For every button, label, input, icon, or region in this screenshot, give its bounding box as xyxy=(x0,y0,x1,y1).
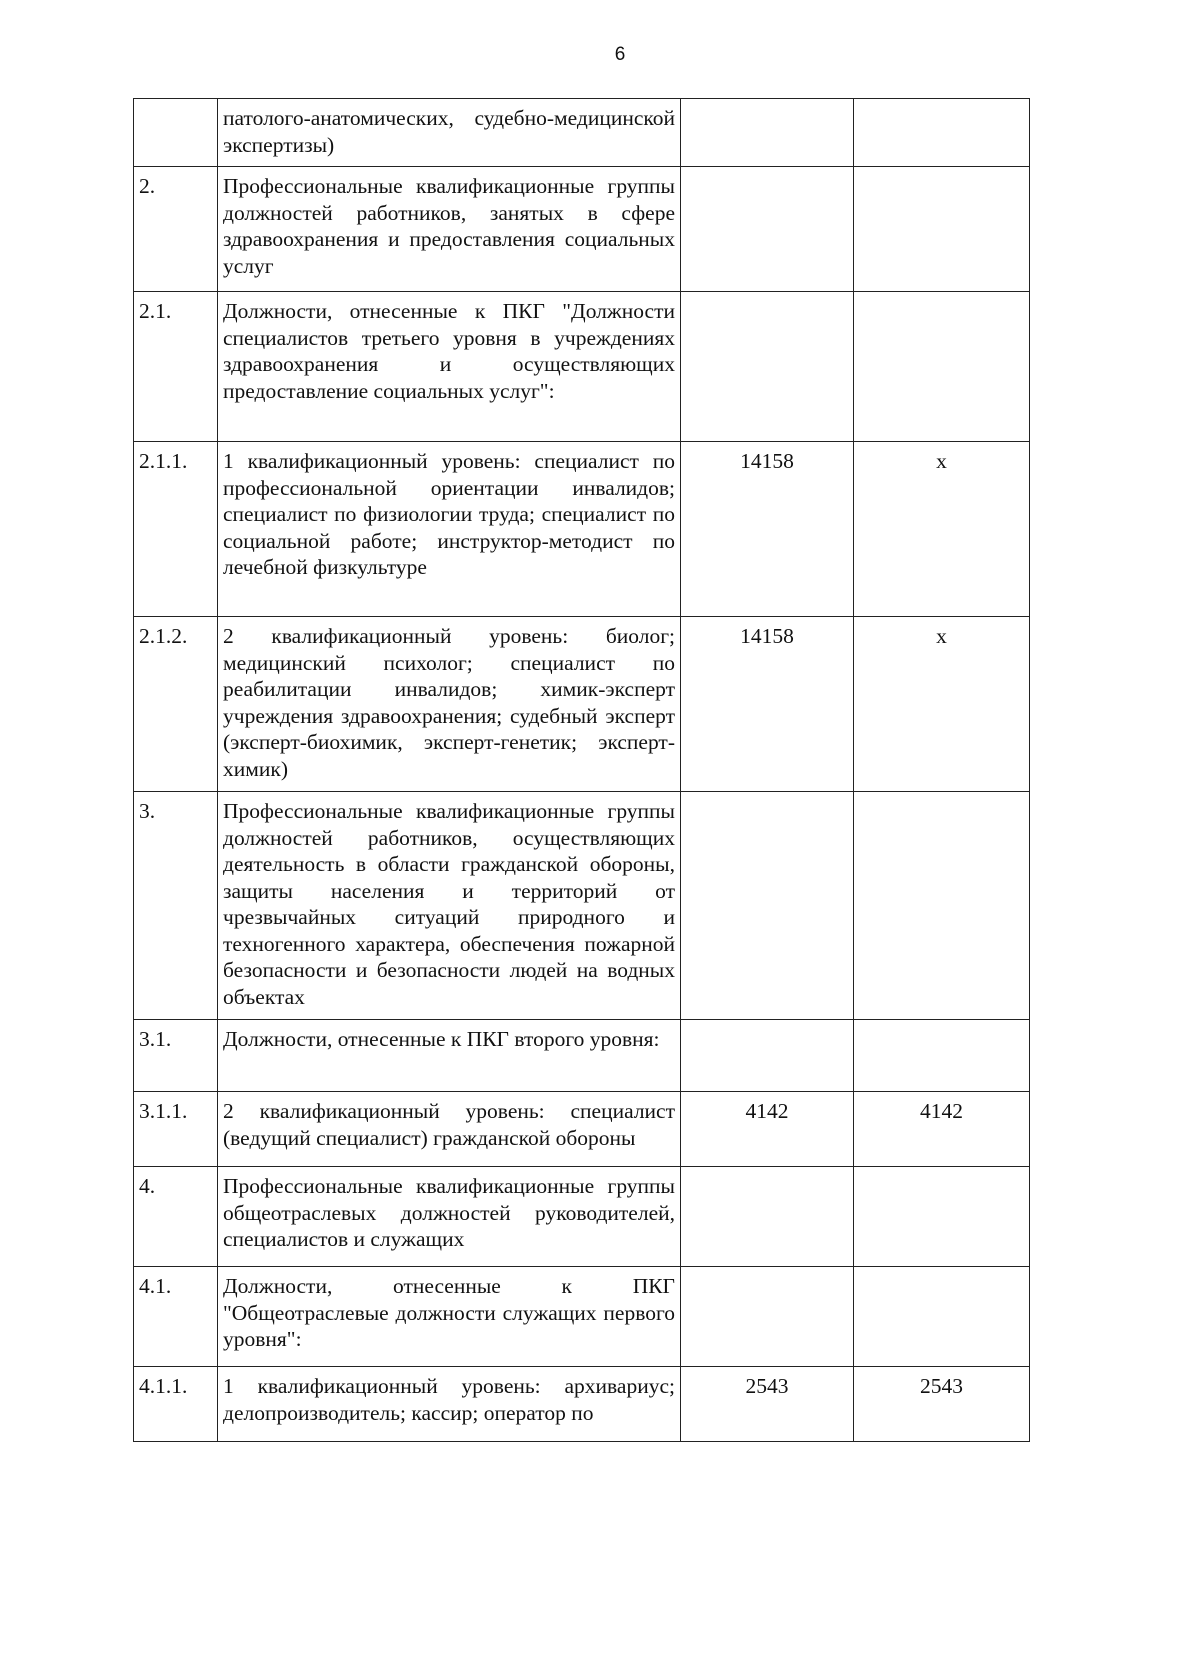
table-row xyxy=(134,1267,1030,1367)
row-value-1 xyxy=(681,1020,854,1092)
table-row xyxy=(134,1167,1030,1267)
row-value-2 xyxy=(854,99,1030,167)
row-description: Должности, отнесенные к ПКГ второго уровня: xyxy=(218,1020,681,1092)
row-value-1: 14158 xyxy=(681,442,854,617)
row-description: 2 квалификационный уровень: биолог; медицинский психолог; специалист по реабилитации инвалидов; химик-эксперт учреждения здравоохранения; судебный эксперт (эксперт-биохимик, эксперт-генетик; эксперт-химик) xyxy=(218,617,681,792)
table-row xyxy=(134,1020,1030,1092)
table-row xyxy=(134,292,1030,442)
table-row xyxy=(134,442,1030,617)
row-description: 1 квалификационный уровень: специалист по профессиональной ориентации инвалидов; специалист по физиологии труда; специалист по социальной работе; инструктор-методист по лечебной физкультуре xyxy=(218,442,681,617)
salary-table xyxy=(133,98,1030,1442)
row-value-2 xyxy=(854,1267,1030,1367)
row-value-1 xyxy=(681,1167,854,1267)
row-description: патолого-анатомических, судебно-медицинской экспертизы) xyxy=(218,99,681,167)
row-value-2 xyxy=(854,1167,1030,1267)
row-value-2 xyxy=(854,167,1030,292)
row-value-1 xyxy=(681,99,854,167)
row-value-1: 14158 xyxy=(681,617,854,792)
table-row xyxy=(134,1092,1030,1167)
table-row xyxy=(134,617,1030,792)
row-value-2: х xyxy=(854,442,1030,617)
row-number: 4.1.1. xyxy=(134,1367,218,1442)
row-value-2: 2543 xyxy=(854,1367,1030,1442)
row-value-1: 2543 xyxy=(681,1367,854,1442)
table-row xyxy=(134,1367,1030,1442)
row-description: 2 квалификационный уровень: специалист (ведущий специалист) гражданской обороны xyxy=(218,1092,681,1167)
table-row xyxy=(134,792,1030,1020)
row-number: 3.1.1. xyxy=(134,1092,218,1167)
row-value-1 xyxy=(681,292,854,442)
row-number: 3.1. xyxy=(134,1020,218,1092)
row-value-1: 4142 xyxy=(681,1092,854,1167)
row-description: Профессиональные квалификационные группы общеотраслевых должностей руководителей, специалистов и служащих xyxy=(218,1167,681,1267)
page-number: 6 xyxy=(614,44,626,65)
row-value-2: х xyxy=(854,617,1030,792)
row-value-2: 4142 xyxy=(854,1092,1030,1167)
row-value-2 xyxy=(854,1020,1030,1092)
row-number xyxy=(134,99,218,167)
row-number: 3. xyxy=(134,792,218,1020)
table-row xyxy=(134,167,1030,292)
row-number: 2. xyxy=(134,167,218,292)
row-value-2 xyxy=(854,792,1030,1020)
table-row xyxy=(134,99,1030,167)
row-value-1 xyxy=(681,1267,854,1367)
row-number: 2.1.2. xyxy=(134,617,218,792)
row-number: 4. xyxy=(134,1167,218,1267)
row-value-1 xyxy=(681,167,854,292)
row-value-1 xyxy=(681,792,854,1020)
row-description: Профессиональные квалификационные группы должностей работников, осуществляющих деятельность в области гражданской обороны, защиты населения и территорий от чрезвычайных ситуаций природного и техногенного характера, обеспечения пожарной безопасности и безопасности людей на водных объектах xyxy=(218,792,681,1020)
row-description: 1 квалификационный уровень: архивариус; делопроизводитель; кассир; оператор по xyxy=(218,1367,681,1442)
row-description: Должности, отнесенные к ПКГ "Общеотраслевые должности служащих первого уровня": xyxy=(218,1267,681,1367)
row-description: Профессиональные квалификационные группы должностей работников, занятых в сфере здравоохранения и предоставления социальных услуг xyxy=(218,167,681,292)
row-number: 4.1. xyxy=(134,1267,218,1367)
row-value-2 xyxy=(854,292,1030,442)
row-number: 2.1.1. xyxy=(134,442,218,617)
row-number: 2.1. xyxy=(134,292,218,442)
row-description: Должности, отнесенные к ПКГ "Должности специалистов третьего уровня в учреждениях здравоохранения и осуществляющих предоставление социальных услуг": xyxy=(218,292,681,442)
